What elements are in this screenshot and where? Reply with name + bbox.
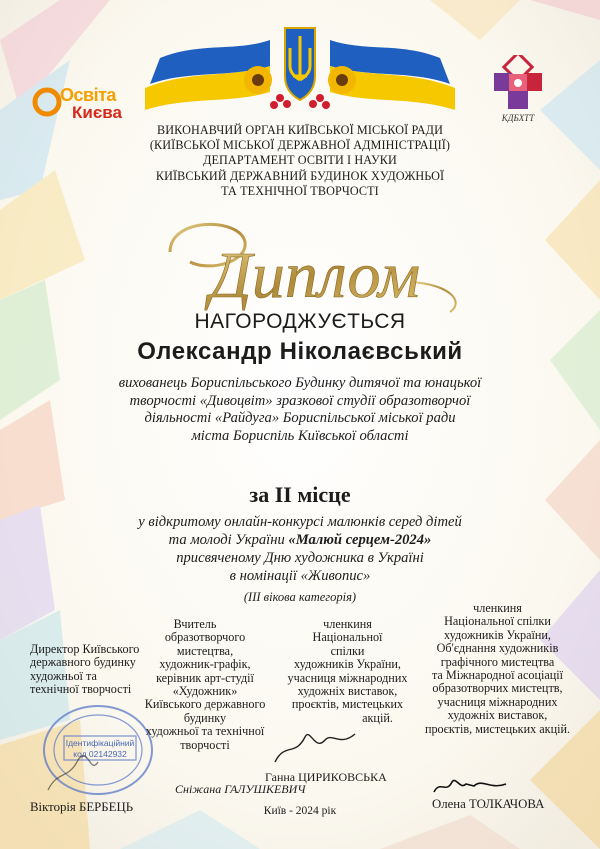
signatory-2-pos-line: «Художник» [172, 684, 238, 699]
signatory-3-pos-line: Національної [312, 630, 383, 645]
city-year: Київ - 2024 рік [263, 805, 337, 817]
signatory-4-pos-line: образотворчих мистецтв, [432, 681, 563, 696]
signatory-3-pos-line: художніх виставок, [297, 684, 398, 699]
ornament-icon [490, 55, 546, 111]
signatory-4-name: Олена ТОЛКАЧОВА [432, 797, 545, 811]
awards-heading: НАГОРОДЖУЄТЬСЯ [194, 310, 406, 333]
signatory-3-pos-line: членкиня [323, 617, 372, 631]
signatory-3-name: Ганна ЦИРИКОВСЬКА [265, 770, 387, 784]
signatory-4-pos-line: художників України, [444, 627, 551, 642]
contest-line-1: у відкритому онлайн-конкурсі малюнків серед дітей [138, 514, 462, 530]
signatory-4-position [410, 602, 585, 736]
contest-line-2 [60, 531, 540, 549]
signatory-1-pos-line: художньої та [30, 668, 97, 683]
signature-icon [270, 722, 360, 772]
osvita-logo-icon [32, 87, 62, 117]
stamp-code: код 02142932 [73, 749, 127, 759]
signatory-2-pos-line: мистецтва, [176, 643, 234, 658]
contest-line-2-prefix: та молоді України [168, 532, 285, 548]
recipient-name: Олександр Ніколаєвський [137, 338, 463, 365]
desc-line-2: творчості «Дивоцвіт» зразкової студії образотворчої [129, 392, 471, 409]
kdbhtt-logo [486, 55, 550, 133]
signatory-2-pos-line: художник-графік, [159, 657, 251, 672]
signatory-2-position [130, 618, 280, 752]
osvita-logo-text2: Києва [72, 103, 122, 122]
kdbhtt-logo-caption: КДБХТТ [501, 113, 535, 123]
diploma-word: Диплом [209, 239, 421, 312]
age-category: (ІІІ вікова категорія) [243, 590, 357, 604]
signatory-1-pos-line: Директор Київського [30, 642, 140, 656]
osvita-logo-text1: Освіта [60, 85, 116, 105]
signatory-3-pos-line: проєктів, мистецьких [291, 697, 404, 712]
signatory-1-pos-line: технічної творчості [30, 682, 132, 697]
contest-line-4: в номінації «Живопис» [229, 568, 371, 584]
signatory-1-pos-line: державного будинку [30, 655, 136, 670]
signatory-2-pos-line: керівник арт-студії [156, 670, 254, 685]
recipient-description [60, 375, 540, 445]
signatory-2-pos-line: будинку [183, 710, 227, 725]
desc-line-4: міста Бориспіль Київської області [191, 427, 409, 444]
contest-description [60, 513, 540, 585]
flag-ribbon [140, 18, 460, 118]
org-line-4: КИЇВСЬКИЙ ДЕРЖАВНИЙ БУДИНОК ХУДОЖНЬОЇ [155, 168, 445, 183]
contest-line-3: присвяченому Дню художника в Україні [176, 550, 424, 566]
signatory-2-pos-line: Київського державного [144, 697, 266, 712]
signatory-3-pos-line: учасниця міжнародних [287, 670, 408, 685]
signatory-4-pos-line: учасниця міжнародних [437, 694, 558, 709]
signatory-4-pos-line: Національної спілки [444, 614, 551, 629]
signatory-4-pos-line: графічного мистецтва [440, 654, 555, 669]
signatory-1-name: Вікторія БЕРБЕЦЬ [30, 800, 134, 814]
signatory-4-pos-line: проєктів, мистецьких акцій. [424, 721, 571, 736]
place-award: за ІІ місце [249, 482, 351, 507]
signatory-3-pos-line: спілки [330, 643, 365, 658]
signature-icon [430, 770, 510, 800]
signatory-2-pos-line: образотворчого [164, 630, 246, 645]
signatory-3-position [285, 618, 410, 725]
signatory-2-pos-line: Вчитель [173, 617, 217, 631]
osvita-logo [30, 83, 140, 127]
signature-4-stroke [434, 780, 506, 792]
diploma-title [150, 212, 470, 322]
signatory-3-pos-line: акцій. [362, 710, 393, 725]
signatory-4-pos-line: та Міжнародної асоціації [431, 668, 564, 683]
signature-3-stroke [275, 734, 355, 762]
stamp-label: Ідентифікаційний [65, 738, 135, 748]
signatory-4-pos-line: Об'єднання художників [436, 641, 559, 656]
signatory-4-pos-line: художніх виставок, [447, 708, 548, 723]
contest-title: «Малюй серцем-2024» [288, 532, 432, 548]
signatory-2-pos-line: творчості [180, 737, 230, 752]
org-line-5: ТА ТЕХНІЧНОЇ ТВОРЧОСТІ [221, 183, 379, 198]
org-line-2: (КИЇВСЬКОЇ МІСЬКОЇ ДЕРЖАВНОЇ АДМІНІСТРАЦІЇ) [149, 138, 451, 153]
trident-icon [285, 28, 315, 100]
organization-header [0, 123, 600, 199]
desc-line-1: вихованець Бориспільського Будинку дитячої та юнацької [118, 375, 482, 391]
org-line-1: ВИКОНАВЧИЙ ОРГАН КИЇВСЬКОЇ МІСЬКОЇ РАДИ [157, 123, 443, 137]
signatory-2-pos-line: художньої та технічної [145, 724, 265, 739]
org-line-3: ДЕПАРТАМЕНТ ОСВІТИ І НАУКИ [203, 153, 397, 168]
signatory-3-pos-line: художників України, [294, 657, 401, 672]
desc-line-3: діяльності «Райдуга» Бориспільської міської ради [144, 410, 456, 427]
signatory-4-pos-line: членкиня [473, 601, 522, 615]
signatory-2-name: Сніжана ГАЛУШКЕВИЧ [175, 782, 306, 796]
